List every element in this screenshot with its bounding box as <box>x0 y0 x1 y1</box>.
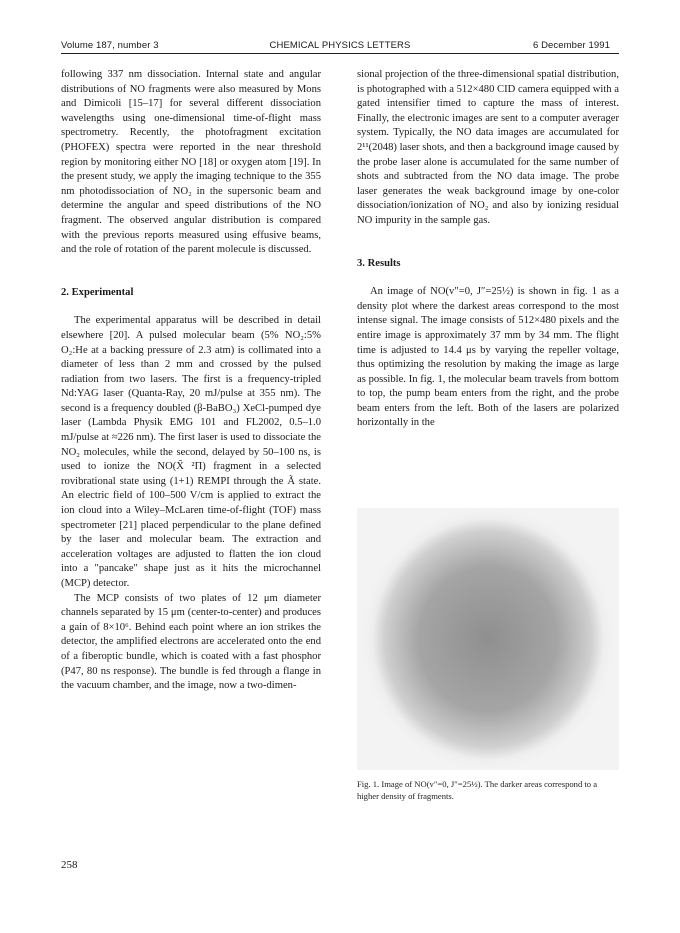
section-heading-results: 3. Results <box>357 257 401 269</box>
ion-image-figure <box>357 508 619 770</box>
figure-caption: Fig. 1. Image of NO(v″=0, J″=25½). The darker areas correspond to a higher density of fragments. <box>357 779 598 801</box>
section-heading-experimental: 2. Experimental <box>61 286 134 298</box>
issue-date: 6 December 1991 <box>532 40 610 51</box>
left-column <box>61 68 321 694</box>
page-number: 258 <box>61 859 78 871</box>
experimental-paragraph-2: The MCP consists of two plates of 12 μm diameter channels separated by 15 μm (center-to-center) and produces a gain of 8×10⁶. Behind each point where an ion strikes the detector, the amplified electrons are accelerated onto the end of a fiberoptic bundle, which is coated with a fast phosphor (P47, 80 ns response). The bundle is fed through a flange in the vacuum chamber, and the image, now a two-dimen- <box>61 592 321 692</box>
experimental-paragraph-1: The experimental apparatus will be described in detail elsewhere [20]. A pulsed molecular beam (5% NO₂:5% O₂:He at a backing pressure of 2.3 atm) is collimated into a diameter of less than 2 mm and crossed by the pulsed radiation from two lasers. The first is a frequency-tripled Nd:YAG laser (Quanta-Ray, 20 mJ/pulse at 355 nm). The second is a frequency doubled (β-BaBO₃) XeCl-pumped dye laser (Lambda Physik EMG 101 and FL2002, 0.5–1.0 mJ/pulse at ≈226 nm). The first laser is used to dissociate the NO₂ molecules, while the second, delayed by 50–100 ns, is used to ionize the NO(X̃ ²Π) fragment in a selected rovibrational state using (1+1) REMPI through the Ã state. An electric field of 100–500 V/cm is applied to extract the ion cloud into a Wiley–McLaren time-of-flight (TOF) mass spectrometer [21] placed perpendicular to the plane defined by the laser and molecular beam. The extraction and acceleration voltages are adjusted to flatten the ion cloud into a "pancake" shape just as it hits the microchannel (MCP) detector. <box>61 315 321 589</box>
intro-paragraph: following 337 nm dissociation. Internal state and angular distributions of NO fragments were also measured by Mons and Dimicoli [15–17] for several different dissociation wavelengths using one-dimensional time-of-flight mass spectrometry. Recently, the photofragment excitation (PHOFEX) spectra were reported in the near threshold region by monitoring either NO [18] or oxygen atom [19]. In the present study, we apply the imaging technique to the 355 nm photodissociation of NO₂ in the supersonic beam and determine the angular and speed distributions of the NO fragment. The observed angular distribution is compared with the previous reports measured using effusive beams, and the role of rotation of the parent molecule is discussed. <box>61 69 321 256</box>
continued-paragraph: sional projection of the three-dimensional spatial distribution, is photographed with a 512×480 CID camera equipped with a gated intensifier timed to capture the mass of interest. Finally, the electronic images are sent to a computer averager system. Typically, the NO data images are accumulated for 2¹¹(2048) laser shots, and then a background image caused by the probe laser alone is accumulated for the same number of shots and subtracted from the NO data image. The probe laser generates the weak background image by one-color dissociation/ionization of NO₂ and also by ionizing residual NO impurity in the sample gas. <box>357 69 619 226</box>
right-column <box>357 68 619 431</box>
volume-label: Volume 187, number 3 <box>61 40 159 51</box>
results-paragraph: An image of NO(v″=0, J″=25½) is shown in fig. 1 as a density plot where the darkest areas correspond to the most intense signal. The image consists of 512×480 pixels and the entire image is approximately 37 mm by 34 mm. The flight time is adjusted to 14.4 μs by varying the repeller voltage, thus optimizing the resolution by making the image as large as possible. In fig. 1, the molecular beam travels from bottom to top, the pump beam enters from the right, and the probe beam enters from the left. Both of the lasers are polarized horizontally in the <box>357 286 619 429</box>
header-rule <box>61 53 619 54</box>
journal-title: CHEMICAL PHYSICS LETTERS <box>269 40 411 51</box>
